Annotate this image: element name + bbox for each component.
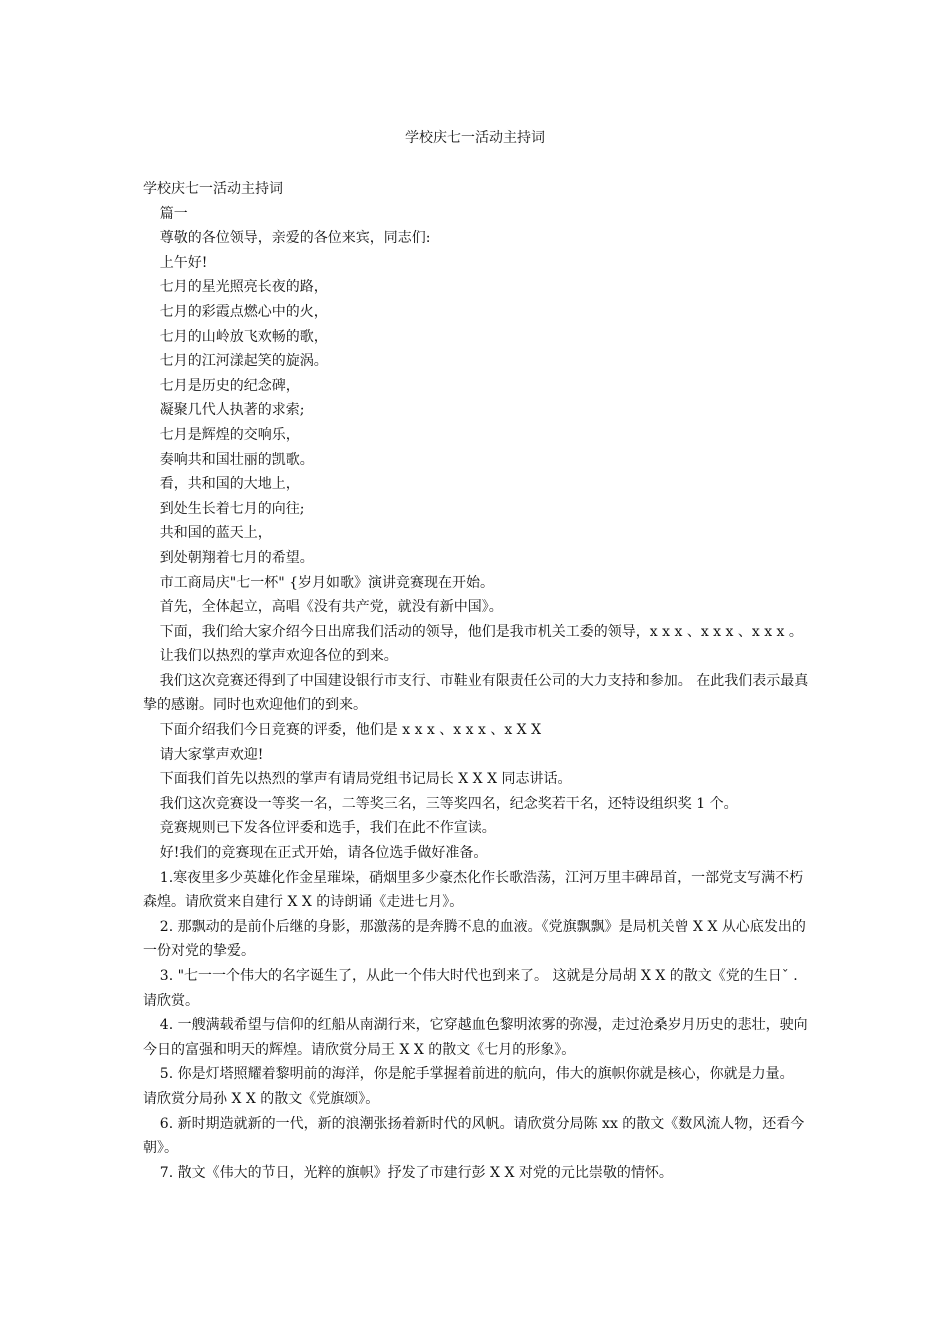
paragraph: 共和国的蓝天上，	[159, 525, 272, 542]
paragraph: 下面我们首先以热烈的掌声有请局党组书记局长 X X X 同志讲话。	[159, 771, 572, 788]
document-title: 学校庆七一活动主持词	[405, 130, 545, 146]
paragraph: 我们这次竞赛设一等奖一名，二等奖三名，三等奖四名，纪念奖若干名，还特设组织奖 1 个。	[159, 795, 738, 812]
paragraph: 5. 你是灯塔照耀着黎明前的海洋，你是舵手掌握着前进的航向，伟大的旗帜你就是核心，你就是力量。 请欣赏分局孙 X X 的散文《党旗颂》。	[143, 1066, 794, 1107]
paragraph: 2. 那飘动的是前仆后继的身影，那激荡的是奔腾不息的血液。《党旗飘飘》是局机关曾 X X 从心底发出的一份对党的挚爱。	[143, 918, 806, 960]
paragraph: 竞赛规则已下发各位评委和选手，我们在此不作宣读。	[159, 820, 496, 837]
paragraph: 凝聚几代人执著的求索;	[159, 402, 305, 419]
paragraph: 4. 一艘满载希望与信仰的红船从南湖行来，它穿越血色黎明浓雾的弥漫，走过沧桑岁月历史的悲壮，驶向今日的富强和明天的辉煌。请欣赏分局王 X X 的散文《七月的形象》。	[143, 1017, 808, 1058]
paragraph: 到处朝翔着七月的希望。	[159, 549, 314, 566]
paragraph: 七月的星光照亮长夜的路，	[159, 279, 328, 296]
paragraph: 我们这次竞赛还得到了中国建设银行市支行、市鞋业有限责任公司的大力支持和参加。 在此我们表示最真挚的感谢。同时也欢迎他们的到来。	[143, 672, 809, 714]
paragraph: 看，共和国的大地上，	[159, 476, 300, 493]
paragraph: 请大家掌声欢迎!	[159, 746, 264, 763]
paragraph: 七月是辉煌的交响乐，	[159, 426, 300, 443]
paragraph: 七月的山岭放飞欢畅的歌，	[159, 328, 328, 345]
paragraph: 尊敬的各位领导，亲爱的各位来宾，同志们:	[159, 230, 431, 247]
paragraph: 6. 新时期造就新的一代，新的浪潮张扬着新时代的风帆。请欣赏分局陈 xx 的散文《数风流人物，还看今朝》。	[143, 1115, 805, 1157]
paragraph: 到处生长着七月的向往;	[159, 500, 305, 517]
paragraph: 3. "七一一个伟大的名字诞生了，从此一个伟大时代也到来了。 这就是分局胡 X X 的散文《党的生日ˇ .请欣赏。	[143, 968, 798, 1009]
paragraph: 七月的彩霞点燃心中的火，	[159, 303, 328, 320]
document-body	[143, 177, 811, 1185]
paragraph: 奏响共和国壮丽的凯歌。	[159, 451, 314, 468]
paragraph: 7. 散文《伟大的节日，光粹的旗帜》抒发了市建行彭 X X 对党的元比崇敬的情怀。	[159, 1164, 673, 1181]
paragraph: 1.寒夜里多少英雄化作金星璀垛，硝烟里多少豪杰化作长歌浩荡，江河万里丰碑昂首，一部党支写满不朽森煌。请欣赏来自建行 X X 的诗朗诵《走进七月》。	[143, 869, 804, 911]
paragraph: 下面介绍我们今日竞赛的评委，他们是 x x x 、x x x 、x X X	[159, 722, 542, 739]
paragraph: 七月的江河漾起笑的旋涡。	[159, 353, 328, 370]
paragraph: 下面，我们给大家介绍今日出席我们活动的领导，他们是我市机关工委的领导，x x x 、x x x 、x x x 。	[159, 623, 803, 640]
document-heading: 学校庆七一活动主持词	[143, 181, 283, 197]
paragraph: 篇一	[159, 205, 188, 222]
paragraph: 好!我们的竞赛现在正式开始，请各位选手做好准备。	[159, 845, 488, 862]
paragraph: 让我们以热烈的掌声欢迎各位的到来。	[159, 648, 398, 665]
paragraph: 首先，全体起立，高唱《没有共产党，就没有新中国》。	[159, 599, 503, 616]
paragraph: 七月是历史的纪念碑，	[159, 377, 300, 394]
paragraph: 上午好!	[159, 254, 208, 271]
paragraph: 市工商局庆"七一杯" {岁月如歌》演讲竞赛现在开始。	[159, 574, 495, 591]
